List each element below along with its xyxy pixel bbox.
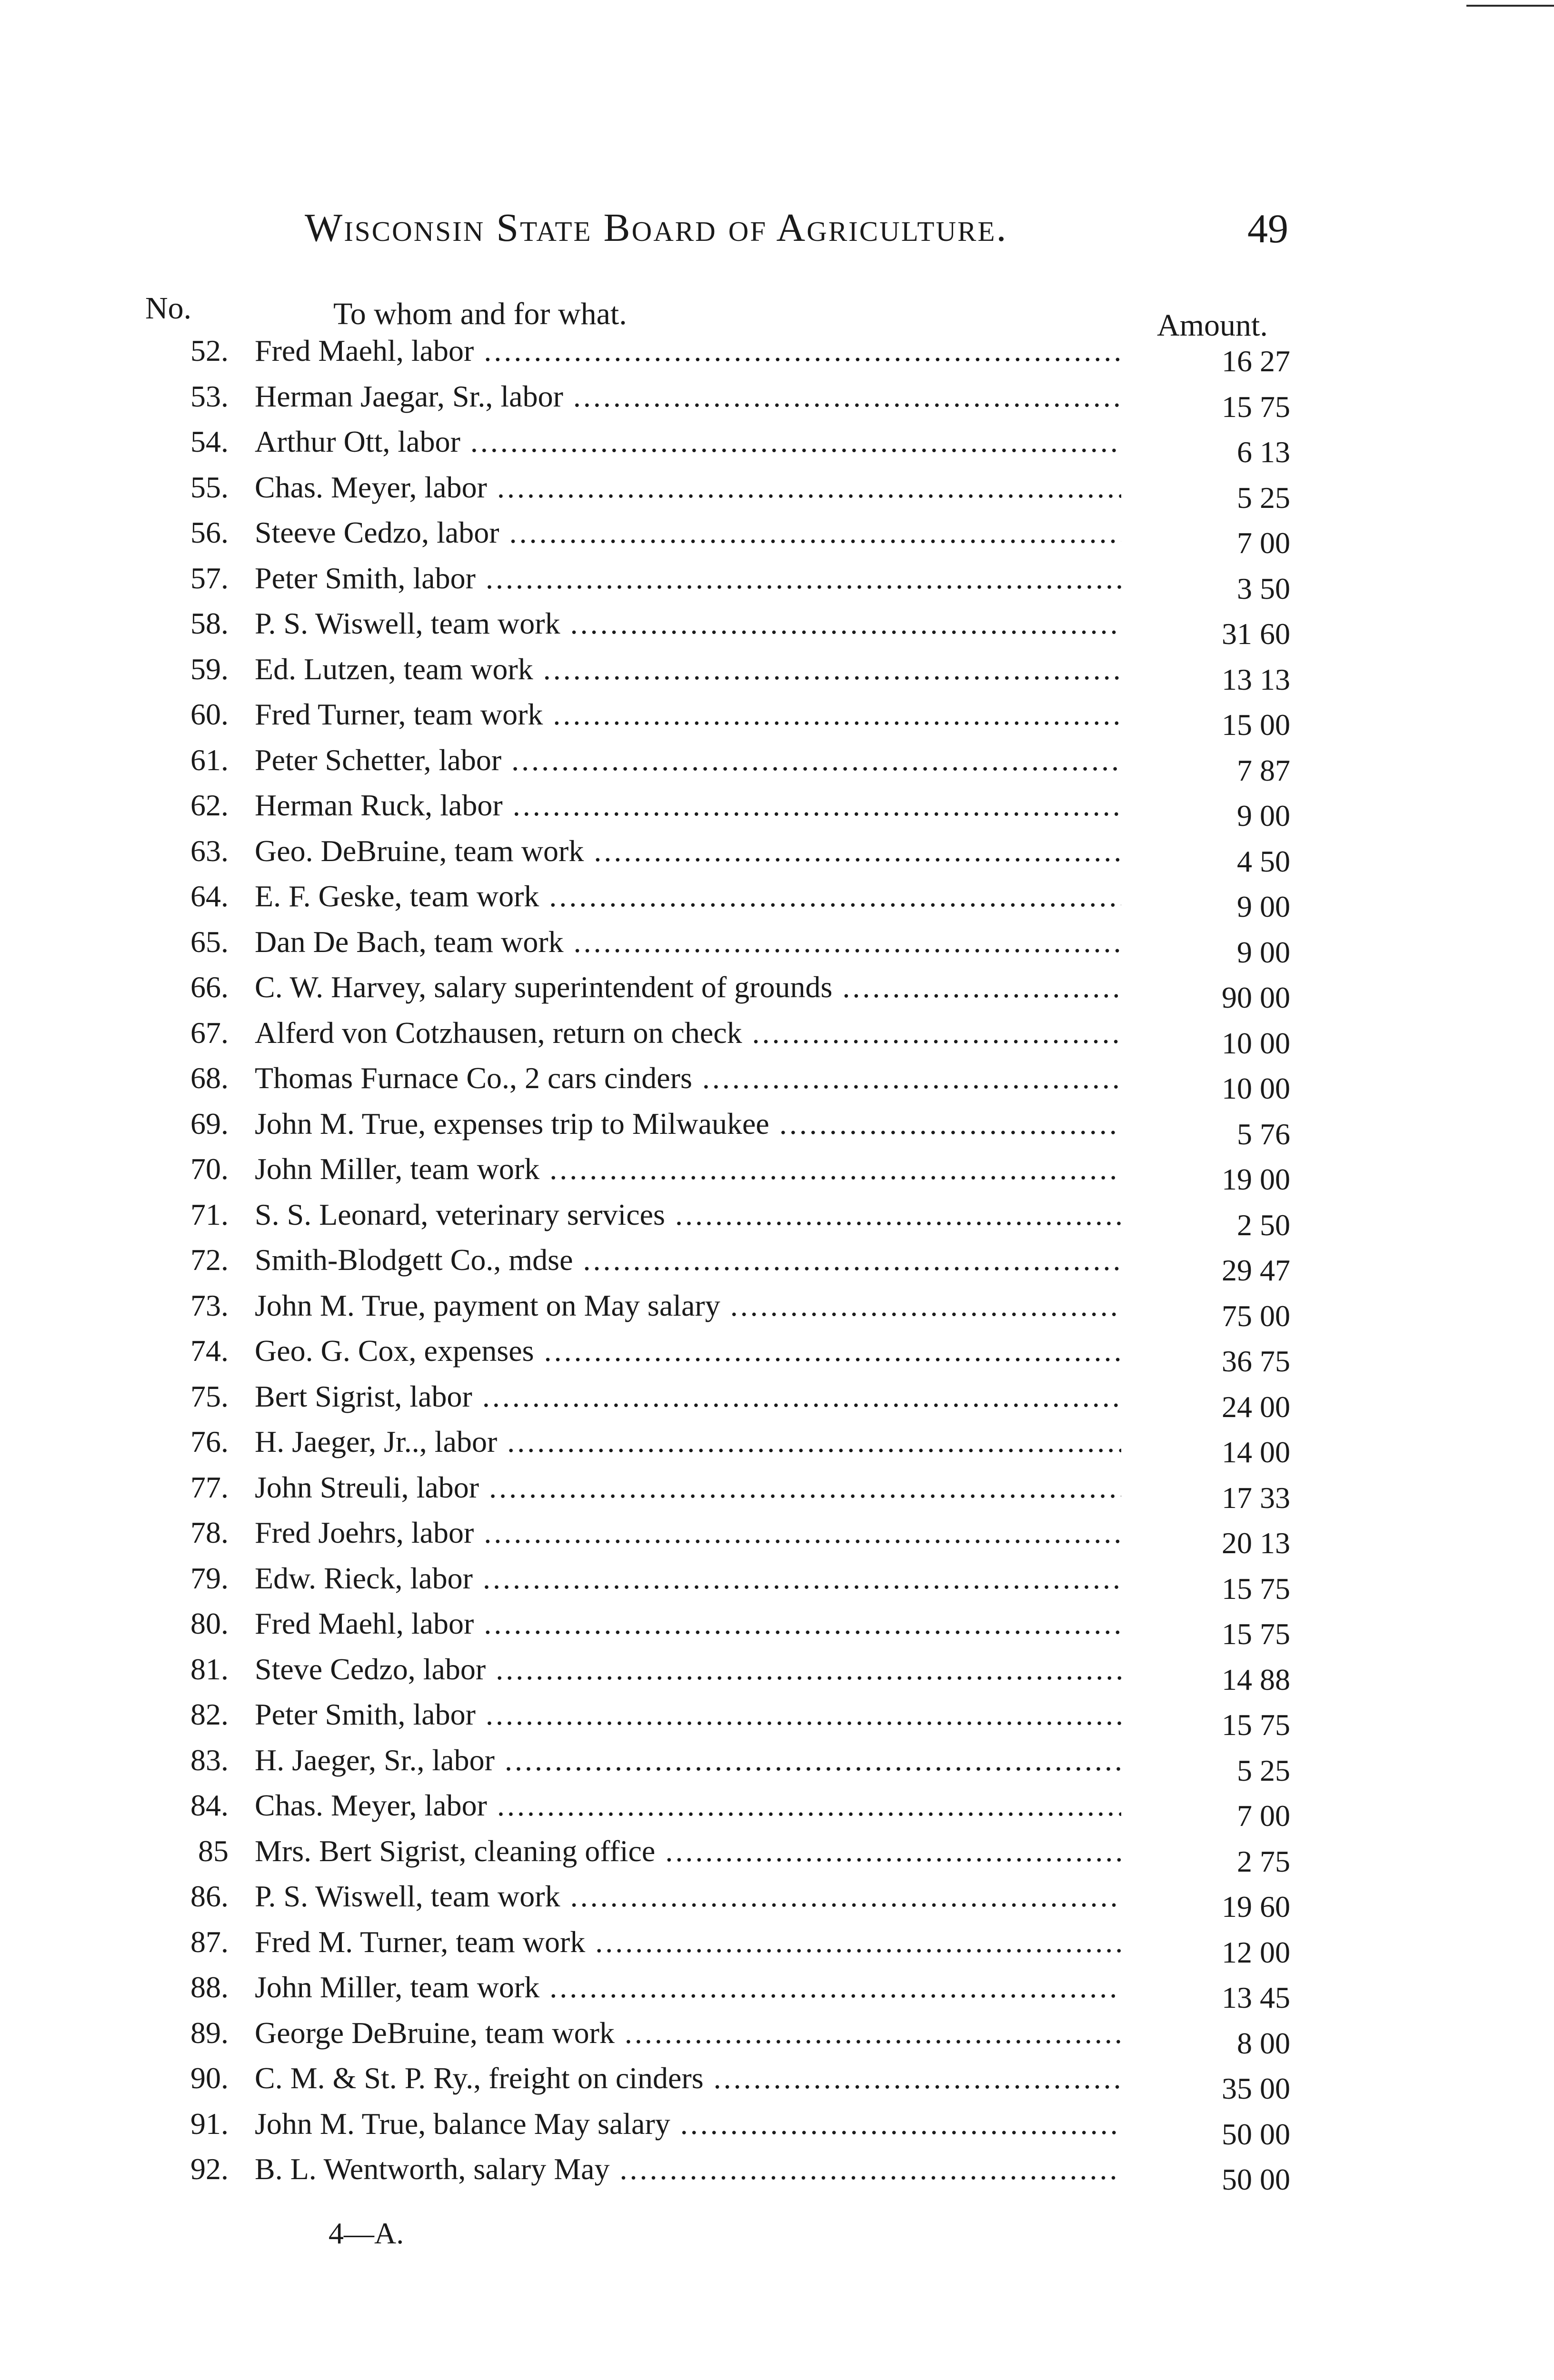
column-headers (0, 290, 1554, 343)
entry-amount: 15 75 (1143, 1571, 1290, 1606)
table-row (0, 1879, 1554, 1924)
entry-number: 81. (190, 1652, 229, 1686)
entry-amount: 7 87 (1143, 753, 1290, 788)
entry-description: Dan De Bach, team work ..... (255, 924, 1121, 960)
table-row (0, 1424, 1554, 1470)
entry-amount: 4 50 (1143, 844, 1290, 879)
entry-amount: 5 25 (1143, 480, 1290, 516)
entry-description: Peter Schetter, labor ..... (255, 743, 1121, 778)
entry-number: 62. (190, 788, 229, 822)
table-row (0, 788, 1554, 833)
table-row (0, 1197, 1554, 1243)
entry-number: 91. (190, 2106, 229, 2141)
table-row (0, 652, 1554, 697)
entry-number: 61. (190, 743, 229, 777)
entry-number: 65. (190, 924, 229, 959)
entry-description: Fred M. Turner, team work ..... (255, 1924, 1121, 1960)
entry-description: John Streuli, labor ..... (255, 1470, 1121, 1505)
table-row (0, 1151, 1554, 1197)
entry-description: Mrs. Bert Sigrist, cleaning office ..... (255, 1834, 1121, 1869)
entry-description: C. W. Harvey, salary superintendent of grounds ..... (255, 970, 1121, 1005)
table-row (0, 833, 1554, 879)
entry-amount: 2 50 (1143, 1208, 1290, 1243)
entry-amount: 15 75 (1143, 389, 1290, 425)
entry-description: Edw. Rieck, labor ..... (255, 1561, 1121, 1596)
entry-description: John Miller, team work ..... (255, 1970, 1121, 2005)
entry-description: John Miller, team work ..... (255, 1151, 1121, 1187)
table-row (0, 2015, 1554, 2061)
entry-description: Steeve Cedzo, labor ..... (255, 515, 1121, 550)
entry-description: Geo. DeBruine, team work ..... (255, 833, 1121, 869)
entry-description: P. S. Wiswell, team work ..... (255, 606, 1121, 641)
entry-number: 78. (190, 1516, 229, 1549)
entry-amount: 15 75 (1143, 1616, 1290, 1652)
entry-number: 76. (190, 1425, 229, 1458)
entry-amount: 50 00 (1143, 2162, 1290, 2197)
entry-amount: 5 25 (1143, 1753, 1290, 1788)
table-row (0, 424, 1554, 470)
entry-number: 59. (190, 652, 229, 686)
page-number: 49 (1247, 206, 1288, 251)
table-row (0, 1606, 1554, 1652)
entry-number: 84. (190, 1788, 229, 1822)
entry-amount: 3 50 (1143, 571, 1290, 606)
table-row (0, 1561, 1554, 1606)
entry-number: 60. (190, 697, 229, 731)
entry-description: Herman Ruck, labor ..... (255, 788, 1121, 823)
entry-number: 70. (190, 1152, 229, 1186)
entry-number: 68. (190, 1061, 229, 1095)
column-header-no: No. (145, 291, 192, 326)
entry-number: 55. (190, 470, 229, 504)
entry-number: 89. (190, 2015, 229, 2050)
entry-amount: 15 75 (1143, 1707, 1290, 1743)
column-header-amount: Amount. (1157, 308, 1268, 343)
entry-description: H. Jaeger, Sr., labor ..... (255, 1743, 1121, 1778)
table-row (0, 606, 1554, 652)
page-header (0, 205, 1554, 262)
table-row (0, 1106, 1554, 1152)
entry-amount: 20 13 (1143, 1526, 1290, 1561)
entry-number: 63. (190, 833, 229, 868)
table-row (0, 743, 1554, 788)
entry-description: Peter Smith, labor ..... (255, 1697, 1121, 1732)
entry-number: 57. (190, 561, 229, 595)
entry-description: John M. True, balance May salary ..... (255, 2106, 1121, 2142)
entry-amount: 9 00 (1143, 798, 1290, 833)
entry-amount: 16 27 (1143, 344, 1290, 379)
running-title: Wisconsin State Board of Agriculture. (305, 206, 1008, 250)
entry-amount: 8 00 (1143, 2026, 1290, 2061)
entry-description: Ed. Lutzen, team work ..... (255, 652, 1121, 687)
entry-amount: 35 00 (1143, 2071, 1290, 2106)
entry-number: 86. (190, 1879, 229, 1913)
table-row (0, 379, 1554, 425)
table-row (0, 515, 1554, 561)
entry-description: Fred Maehl, labor ..... (255, 333, 1121, 368)
entry-description: P. S. Wiswell, team work ..... (255, 1879, 1121, 1914)
entry-amount: 12 00 (1143, 1935, 1290, 1970)
table-row (0, 1379, 1554, 1425)
entry-number: 83. (190, 1743, 229, 1777)
entry-description: Chas. Meyer, labor ..... (255, 470, 1121, 505)
entry-number: 92. (190, 2152, 229, 2186)
table-row (0, 1015, 1554, 1061)
entry-description: S. S. Leonard, veterinary services ..... (255, 1197, 1121, 1232)
table-row (0, 2152, 1554, 2197)
entry-description: Steve Cedzo, labor ..... (255, 1652, 1121, 1687)
entry-number: 66. (190, 970, 229, 1004)
entry-amount: 6 13 (1143, 435, 1290, 470)
entry-amount: 15 00 (1143, 707, 1290, 743)
entry-number: 87. (190, 1924, 229, 1959)
table-row (0, 1288, 1554, 1334)
entry-description: Thomas Furnace Co., 2 cars cinders ..... (255, 1061, 1121, 1096)
entry-amount: 10 00 (1143, 1026, 1290, 1061)
entry-amount: 7 00 (1143, 1798, 1290, 1834)
entry-number: 90. (190, 2061, 229, 2095)
top-edge-rule (1466, 5, 1554, 7)
entry-number: 77. (190, 1470, 229, 1504)
entry-description: Bert Sigrist, labor ..... (255, 1379, 1121, 1414)
entry-description: Fred Joehrs, labor ..... (255, 1515, 1121, 1550)
entry-description: Chas. Meyer, labor ..... (255, 1788, 1121, 1823)
entry-number: 67. (190, 1015, 229, 1050)
column-header-description: To whom and for what. (333, 297, 627, 331)
entry-description: John M. True, payment on May salary ..... (255, 1288, 1121, 1323)
entry-number: 52. (190, 334, 229, 367)
table-row (0, 879, 1554, 924)
entry-number: 73. (190, 1288, 229, 1322)
entry-amount: 2 75 (1143, 1844, 1290, 1879)
entry-description: B. L. Wentworth, salary May ..... (255, 2152, 1121, 2187)
entry-amount: 90 00 (1143, 980, 1290, 1015)
entry-amount: 10 00 (1143, 1071, 1290, 1106)
table-row (0, 1834, 1554, 1879)
entry-amount: 13 13 (1143, 662, 1290, 697)
entry-amount: 29 47 (1143, 1253, 1290, 1288)
entry-number: 72. (190, 1243, 229, 1277)
entry-amount: 31 60 (1143, 616, 1290, 652)
table-row (0, 333, 1554, 379)
table-row (0, 2061, 1554, 2106)
entry-description: Smith-Blodgett Co., mdse ..... (255, 1242, 1121, 1278)
entry-description: Arthur Ott, labor ..... (255, 424, 1121, 459)
entry-amount: 17 33 (1143, 1480, 1290, 1516)
table-row (0, 1970, 1554, 2015)
table-row (0, 1470, 1554, 1516)
entry-number: 75. (190, 1379, 229, 1413)
entry-description: C. M. & St. P. Ry., freight on cinders ..... (255, 2061, 1121, 2096)
entry-amount: 75 00 (1143, 1299, 1290, 1334)
entry-number: 82. (190, 1697, 229, 1731)
entry-description: Geo. G. Cox, expenses ..... (255, 1333, 1121, 1368)
entry-amount: 19 00 (1143, 1162, 1290, 1197)
table-row (0, 470, 1554, 516)
table-row (0, 1333, 1554, 1379)
entry-number: 71. (190, 1197, 229, 1231)
entry-amount: 9 00 (1143, 889, 1290, 924)
entry-number: 85 (198, 1834, 229, 1868)
entry-amount: 14 88 (1143, 1662, 1290, 1697)
table-row (0, 1242, 1554, 1288)
entry-number: 56. (190, 516, 229, 549)
table-row (0, 1061, 1554, 1106)
entry-description: E. F. Geske, team work ..... (255, 879, 1121, 914)
entry-number: 69. (190, 1106, 229, 1140)
entry-description: Fred Maehl, labor ..... (255, 1606, 1121, 1641)
table-row (0, 970, 1554, 1015)
entry-description: H. Jaeger, Jr.., labor ..... (255, 1424, 1121, 1459)
entry-amount: 50 00 (1143, 2117, 1290, 2152)
entry-description: George DeBruine, team work ..... (255, 2015, 1121, 2051)
entry-amount: 13 45 (1143, 1980, 1290, 2015)
table-row (0, 2106, 1554, 2152)
entry-amount: 19 60 (1143, 1889, 1290, 1924)
table-row (0, 1652, 1554, 1697)
entry-number: 74. (190, 1334, 229, 1368)
entry-amount: 14 00 (1143, 1435, 1290, 1470)
entry-number: 88. (190, 1970, 229, 2004)
entry-number: 80. (190, 1606, 229, 1640)
ledger-table (0, 333, 1554, 2197)
table-row (0, 697, 1554, 743)
entry-amount: 36 75 (1143, 1344, 1290, 1379)
entry-amount: 5 76 (1143, 1117, 1290, 1152)
table-row (0, 1697, 1554, 1743)
signature-mark: 4—A. (329, 2216, 404, 2250)
table-row (0, 1743, 1554, 1788)
entry-description: Fred Turner, team work ..... (255, 697, 1121, 732)
entry-number: 64. (190, 879, 229, 913)
entry-number: 53. (190, 379, 229, 413)
entry-number: 79. (190, 1561, 229, 1595)
table-row (0, 1924, 1554, 1970)
table-row (0, 1788, 1554, 1834)
entry-number: 54. (190, 425, 229, 458)
entry-amount: 24 00 (1143, 1389, 1290, 1425)
entry-description: John M. True, expenses trip to Milwaukee ..... (255, 1106, 1121, 1141)
entry-description: Peter Smith, labor ..... (255, 561, 1121, 596)
entry-amount: 9 00 (1143, 935, 1290, 970)
table-row (0, 561, 1554, 606)
entry-description: Alferd von Cotzhausen, return on check ..... (255, 1015, 1121, 1051)
entry-number: 58. (190, 606, 229, 640)
entry-amount: 7 00 (1143, 526, 1290, 561)
table-row (0, 924, 1554, 970)
table-row (0, 1515, 1554, 1561)
entry-description: Herman Jaegar, Sr., labor ..... (255, 379, 1121, 414)
